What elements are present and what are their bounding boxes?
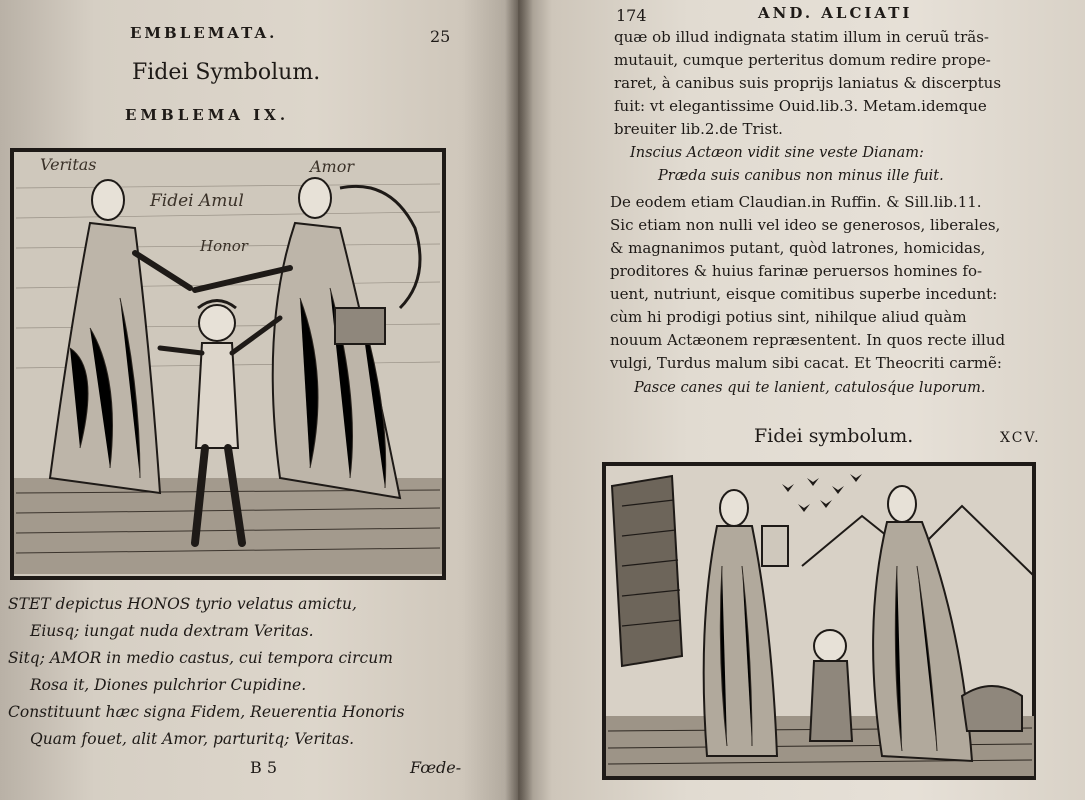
hand-label-fidei: Fidei Amul	[150, 191, 244, 211]
signature-mark: B 5	[250, 758, 278, 777]
right-woodcut-svg	[602, 456, 1038, 782]
commentary-line: breuiter lib.2.de Trist.	[614, 120, 783, 138]
verse-line-4: Rosa it, Diones pulchrior Cupidine.	[30, 676, 307, 694]
quote-line-final: Pasce canes qui te lanient, catulosq́ue luporum.	[634, 380, 986, 396]
commentary-line: uent, nutriunt, eisque comitibus superbe incedunt:	[610, 285, 998, 303]
right-woodcut-image	[602, 456, 1038, 782]
commentary-line: nouum Actæonem repræsentent. In quos recte illud	[610, 331, 1006, 349]
right-emblem-number: XCV.	[1000, 430, 1041, 446]
left-page	[0, 0, 525, 800]
left-running-head: EMBLEMATA.	[130, 24, 278, 42]
verse-line-3: Sitq; AMOR in medio castus, cui tempora circum	[8, 649, 393, 667]
commentary-line: raret, à canibus suis proprijs laniatus & discerptus	[614, 74, 1002, 92]
commentary-line: Sic etiam non nulli vel ideo se generosos, liberales,	[610, 216, 1001, 234]
commentary-line: & magnanimos putant, quòd latrones, homicidas,	[610, 239, 986, 257]
right-running-head: AND. ALCIATI	[758, 4, 913, 22]
hand-label-amor: Amor	[310, 157, 355, 176]
commentary-line: quæ ob illud indignata statim illum in ceruũ trãs-	[614, 28, 989, 46]
commentary-line: mutauit, cumque perteritus domum redire prope-	[614, 51, 991, 69]
quote-line: Præda suis canibus non minus ille fuit.	[658, 168, 944, 184]
hand-label-veritas: Veritas	[40, 155, 97, 174]
verse-line-1: STET depictus HONOS tyrio velatus amictu,	[8, 595, 357, 613]
left-woodcut-image	[10, 148, 446, 580]
right-folio: 174	[616, 6, 647, 25]
left-folio: 25	[430, 27, 451, 46]
verse-line-5: Constituunt hæc signa Fidem, Reuerentia Honoris	[8, 703, 405, 721]
left-emblem-title: Fidei Symbolum.	[132, 60, 321, 85]
catchword: Fœde-	[410, 758, 462, 777]
left-emblem-number: EMBLEMA IX.	[125, 106, 290, 124]
quote-line: Inscius Actæon vidit sine veste Dianam:	[630, 145, 924, 161]
right-page	[518, 0, 1085, 800]
commentary-line: fuit: vt elegantissime Ouid.lib.3. Metam.idemque	[614, 97, 987, 115]
right-emblem-title: Fidei symbolum.	[754, 425, 914, 447]
left-woodcut-svg	[10, 148, 446, 580]
book-gutter	[505, 0, 533, 800]
verse-line-6: Quam fouet, alit Amor, parturitq; Veritas.	[30, 730, 355, 748]
verse-line-2: Eiusq; iungat nuda dextram Veritas.	[30, 622, 314, 640]
hand-label-honor: Honor	[200, 237, 248, 255]
commentary-line: vulgi, Turdus malum sibi cacat. Et Theocriti carmẽ:	[610, 354, 1002, 372]
commentary-line: cùm hi prodigi potius sint, nihilque aliud quàm	[610, 308, 967, 326]
commentary-line: proditores & huius farinæ peruersos homines fo-	[610, 262, 983, 280]
commentary-line: De eodem etiam Claudian.in Ruffin. & Sill.lib.11.	[610, 193, 982, 211]
